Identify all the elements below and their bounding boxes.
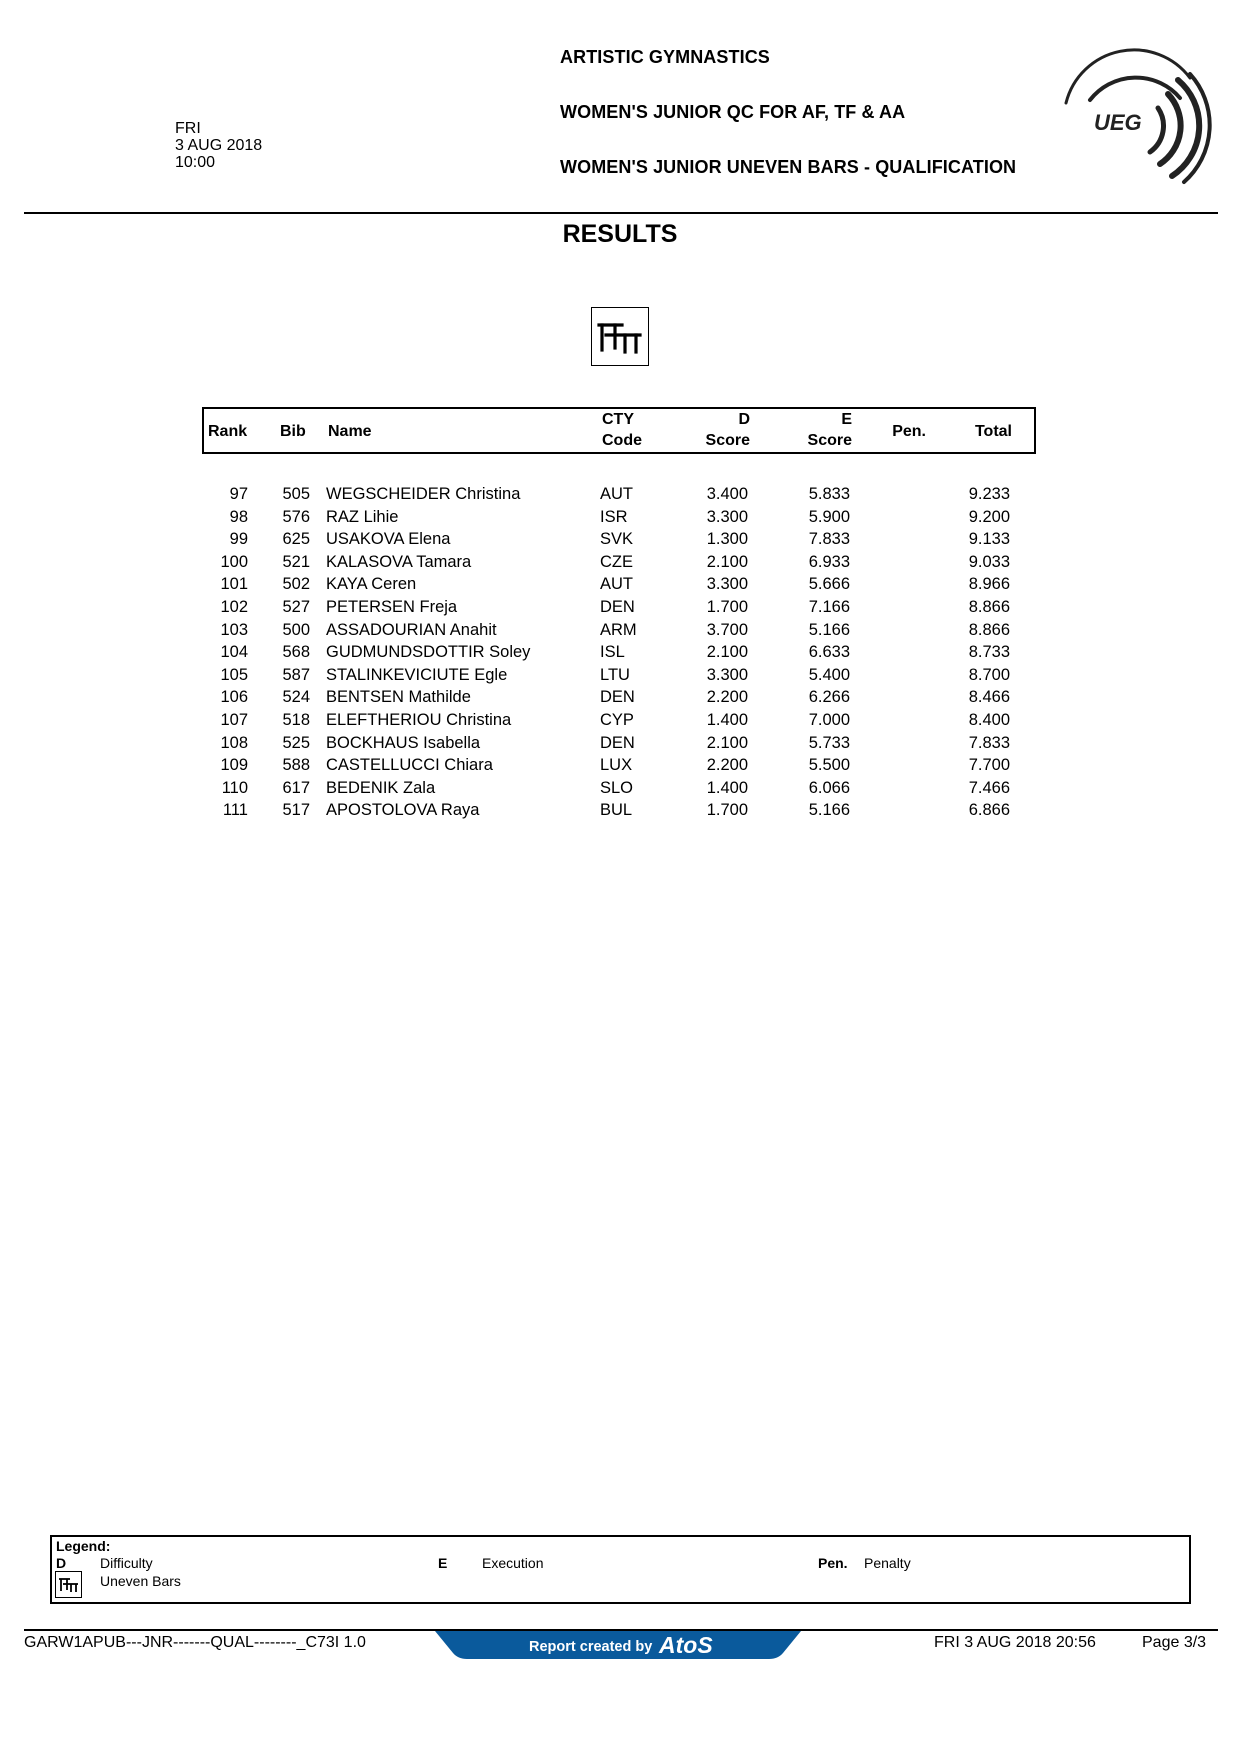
total-cell: 7.466 [968, 778, 1010, 797]
rank-cell: 108 [220, 733, 248, 752]
table-row [202, 485, 1036, 508]
rank-cell: 106 [220, 688, 248, 707]
d-score-cell: 3.400 [706, 485, 748, 503]
sport-title: ARTISTIC GYMNASTICS [560, 47, 770, 67]
total-cell: 8.966 [968, 575, 1010, 594]
event-title: WOMEN'S JUNIOR UNEVEN BARS - QUALIFICATION [560, 157, 1017, 177]
e-score-cell: 6.933 [808, 552, 850, 571]
d-score-cell: 1.400 [706, 710, 748, 729]
rank-cell: 98 [229, 507, 248, 526]
bib-cell: 524 [282, 688, 310, 707]
col-pen: Pen. [892, 423, 926, 440]
col-cty-line2: Code [602, 432, 642, 449]
legend-uneven-bars-icon [55, 1571, 82, 1598]
report-created-label: Report created by [529, 1639, 653, 1655]
rank-cell: 97 [229, 485, 248, 503]
bib-cell: 518 [282, 710, 310, 729]
col-name: Name [328, 423, 372, 440]
rank-cell: 110 [221, 778, 248, 797]
cty-cell: LTU [600, 665, 630, 684]
col-d-score [698, 409, 750, 451]
col-d-line1: D [738, 411, 750, 428]
e-score-cell: 5.166 [808, 620, 850, 639]
table-row [202, 553, 1036, 576]
name-cell: WEGSCHEIDER Christina [326, 485, 521, 503]
rank-cell: 101 [220, 575, 248, 594]
date-label: 3 AUG 2018 [175, 137, 263, 154]
d-score-cell: 3.300 [706, 665, 748, 684]
col-cty-line1: CTY [602, 411, 634, 428]
rank-cell: 105 [220, 665, 248, 684]
name-cell: KAYA Ceren [326, 575, 417, 594]
total-cell: 8.700 [968, 665, 1010, 684]
cty-cell: LUX [600, 756, 633, 775]
e-score-cell: 7.166 [808, 597, 850, 616]
cty-cell: SLO [600, 778, 634, 797]
name-cell: GUDMUNDSDOTTIR Soley [326, 643, 531, 662]
d-score-cell: 1.300 [706, 530, 748, 549]
table-row [202, 621, 1036, 644]
e-score-cell: 5.900 [808, 507, 850, 526]
name-cell: ASSADOURIAN Anahit [326, 620, 497, 639]
total-cell: 9.233 [968, 485, 1010, 503]
bib-cell: 500 [282, 620, 310, 639]
table-row [202, 530, 1036, 553]
e-score-cell: 5.166 [808, 801, 850, 820]
col-e-line1: E [841, 411, 852, 428]
legend-e-key: E [438, 1555, 448, 1571]
bib-cell: 525 [282, 733, 310, 752]
cty-cell: BUL [600, 801, 633, 820]
report-timestamp: FRI 3 AUG 2018 20:56 [934, 1634, 1096, 1651]
cty-cell: DEN [600, 688, 635, 707]
rank-cell: 109 [220, 756, 248, 775]
cty-cell: ARM [600, 620, 637, 639]
col-cty [602, 409, 642, 451]
rank-cell: 99 [229, 530, 248, 549]
name-cell: BOCKHAUS Isabella [326, 733, 481, 752]
e-score-cell: 6.266 [808, 688, 850, 707]
e-score-cell: 6.633 [808, 643, 850, 662]
table-row [202, 688, 1036, 711]
legend-pen-value: Penalty [864, 1555, 911, 1571]
name-cell: ELEFTHERIOU Christina [326, 710, 512, 729]
ueg-logo-text: UEG [1094, 110, 1142, 135]
bib-cell: 505 [282, 485, 310, 503]
competition-title: WOMEN'S JUNIOR QC FOR AF, TF & AA [560, 102, 906, 122]
table-row [202, 779, 1036, 802]
results-table-header [202, 407, 1036, 454]
e-score-cell: 5.500 [808, 756, 850, 775]
time-label: 10:00 [175, 154, 216, 171]
legend-d-key: D [56, 1555, 67, 1571]
uneven-bars-icon [591, 307, 649, 366]
col-e-score [796, 409, 852, 451]
name-cell: STALINKEVICIUTE Egle [326, 665, 508, 684]
table-row [202, 666, 1036, 689]
total-cell: 9.033 [968, 552, 1010, 571]
rank-cell: 111 [222, 801, 248, 820]
name-cell: BEDENIK Zala [326, 778, 436, 797]
d-score-cell: 2.200 [706, 688, 748, 707]
d-score-cell: 2.100 [706, 733, 748, 752]
bib-cell: 502 [282, 575, 310, 594]
d-score-cell: 1.700 [706, 597, 748, 616]
d-score-cell: 2.200 [706, 756, 748, 775]
cty-cell: CZE [600, 552, 633, 571]
name-cell: CASTELLUCCI Chiara [326, 756, 493, 775]
legend-pen-key: Pen. [818, 1555, 848, 1571]
rank-cell: 102 [220, 597, 248, 616]
table-row [202, 756, 1036, 779]
name-cell: USAKOVA Elena [326, 530, 451, 549]
total-cell: 8.733 [968, 643, 1010, 662]
atos-logo-text: AtoS [659, 1632, 713, 1658]
page-number: Page 3/3 [1142, 1634, 1207, 1651]
name-cell: APOSTOLOVA Raya [326, 801, 480, 820]
col-total: Total [974, 423, 1012, 440]
name-cell: KALASOVA Tamara [326, 552, 472, 571]
col-rank: Rank [208, 423, 248, 440]
table-row [202, 508, 1036, 531]
name-cell: RAZ Lihie [326, 507, 399, 526]
rank-cell: 103 [220, 620, 248, 639]
d-score-cell: 1.700 [706, 801, 748, 820]
report-code: GARW1APUB---JNR-------QUAL--------_C73I 1.0 [24, 1634, 366, 1651]
bib-cell: 587 [282, 665, 310, 684]
legend-d-value: Difficulty [100, 1555, 153, 1571]
header-divider [24, 212, 1218, 214]
bib-cell: 617 [282, 778, 310, 797]
legend-title: Legend: [56, 1538, 111, 1554]
bib-cell: 568 [282, 643, 310, 662]
bib-cell: 588 [282, 756, 310, 775]
cty-cell: ISR [600, 507, 628, 526]
bib-cell: 576 [282, 507, 310, 526]
rank-cell: 107 [220, 710, 248, 729]
total-cell: 6.866 [968, 801, 1010, 820]
table-row [202, 598, 1036, 621]
d-score-cell: 1.400 [706, 778, 748, 797]
cty-cell: AUT [600, 485, 633, 503]
table-row [202, 575, 1036, 598]
date-block [175, 120, 262, 171]
cty-cell: DEN [600, 597, 635, 616]
table-row [202, 801, 1036, 824]
table-row [202, 643, 1036, 666]
legend-e-value: Execution [482, 1555, 544, 1571]
bib-cell: 625 [282, 530, 310, 549]
col-d-line2: Score [705, 432, 750, 449]
e-score-cell: 7.833 [808, 530, 850, 549]
total-cell: 8.400 [968, 710, 1010, 729]
cty-cell: CYP [600, 710, 634, 729]
total-cell: 7.833 [968, 733, 1010, 752]
e-score-cell: 6.066 [808, 778, 850, 797]
bib-cell: 527 [282, 597, 310, 616]
d-score-cell: 3.300 [706, 575, 748, 594]
col-bib: Bib [280, 423, 306, 440]
d-score-cell: 2.100 [706, 552, 748, 571]
ueg-logo [1060, 48, 1220, 188]
legend-box [50, 1535, 1191, 1604]
col-e-line2: Score [807, 432, 852, 449]
total-cell: 9.133 [968, 530, 1010, 549]
total-cell: 9.200 [968, 507, 1010, 526]
d-score-cell: 2.100 [706, 643, 748, 662]
name-cell: BENTSEN Mathilde [326, 688, 471, 707]
e-score-cell: 7.000 [808, 710, 850, 729]
e-score-cell: 5.666 [808, 575, 850, 594]
page-title: RESULTS [562, 220, 678, 248]
legend-bars-value: Uneven Bars [100, 1573, 181, 1589]
rank-cell: 100 [220, 552, 248, 571]
day-label: FRI [175, 120, 201, 137]
bib-cell: 517 [282, 801, 310, 820]
cty-cell: AUT [600, 575, 633, 594]
bib-cell: 521 [282, 552, 310, 571]
total-cell: 7.700 [968, 756, 1010, 775]
cty-cell: ISL [600, 643, 625, 662]
name-cell: PETERSEN Freja [326, 597, 458, 616]
e-score-cell: 5.733 [808, 733, 850, 752]
total-cell: 8.466 [968, 688, 1010, 707]
rank-cell: 104 [220, 643, 248, 662]
d-score-cell: 3.300 [706, 507, 748, 526]
d-score-cell: 3.700 [706, 620, 748, 639]
results-table-body [202, 485, 1036, 824]
cty-cell: SVK [600, 530, 634, 549]
atos-banner [435, 1631, 801, 1659]
total-cell: 8.866 [968, 597, 1010, 616]
cty-cell: DEN [600, 733, 635, 752]
e-score-cell: 5.833 [808, 485, 850, 503]
table-row [202, 711, 1036, 734]
e-score-cell: 5.400 [808, 665, 850, 684]
total-cell: 8.866 [968, 620, 1010, 639]
table-row [202, 734, 1036, 757]
